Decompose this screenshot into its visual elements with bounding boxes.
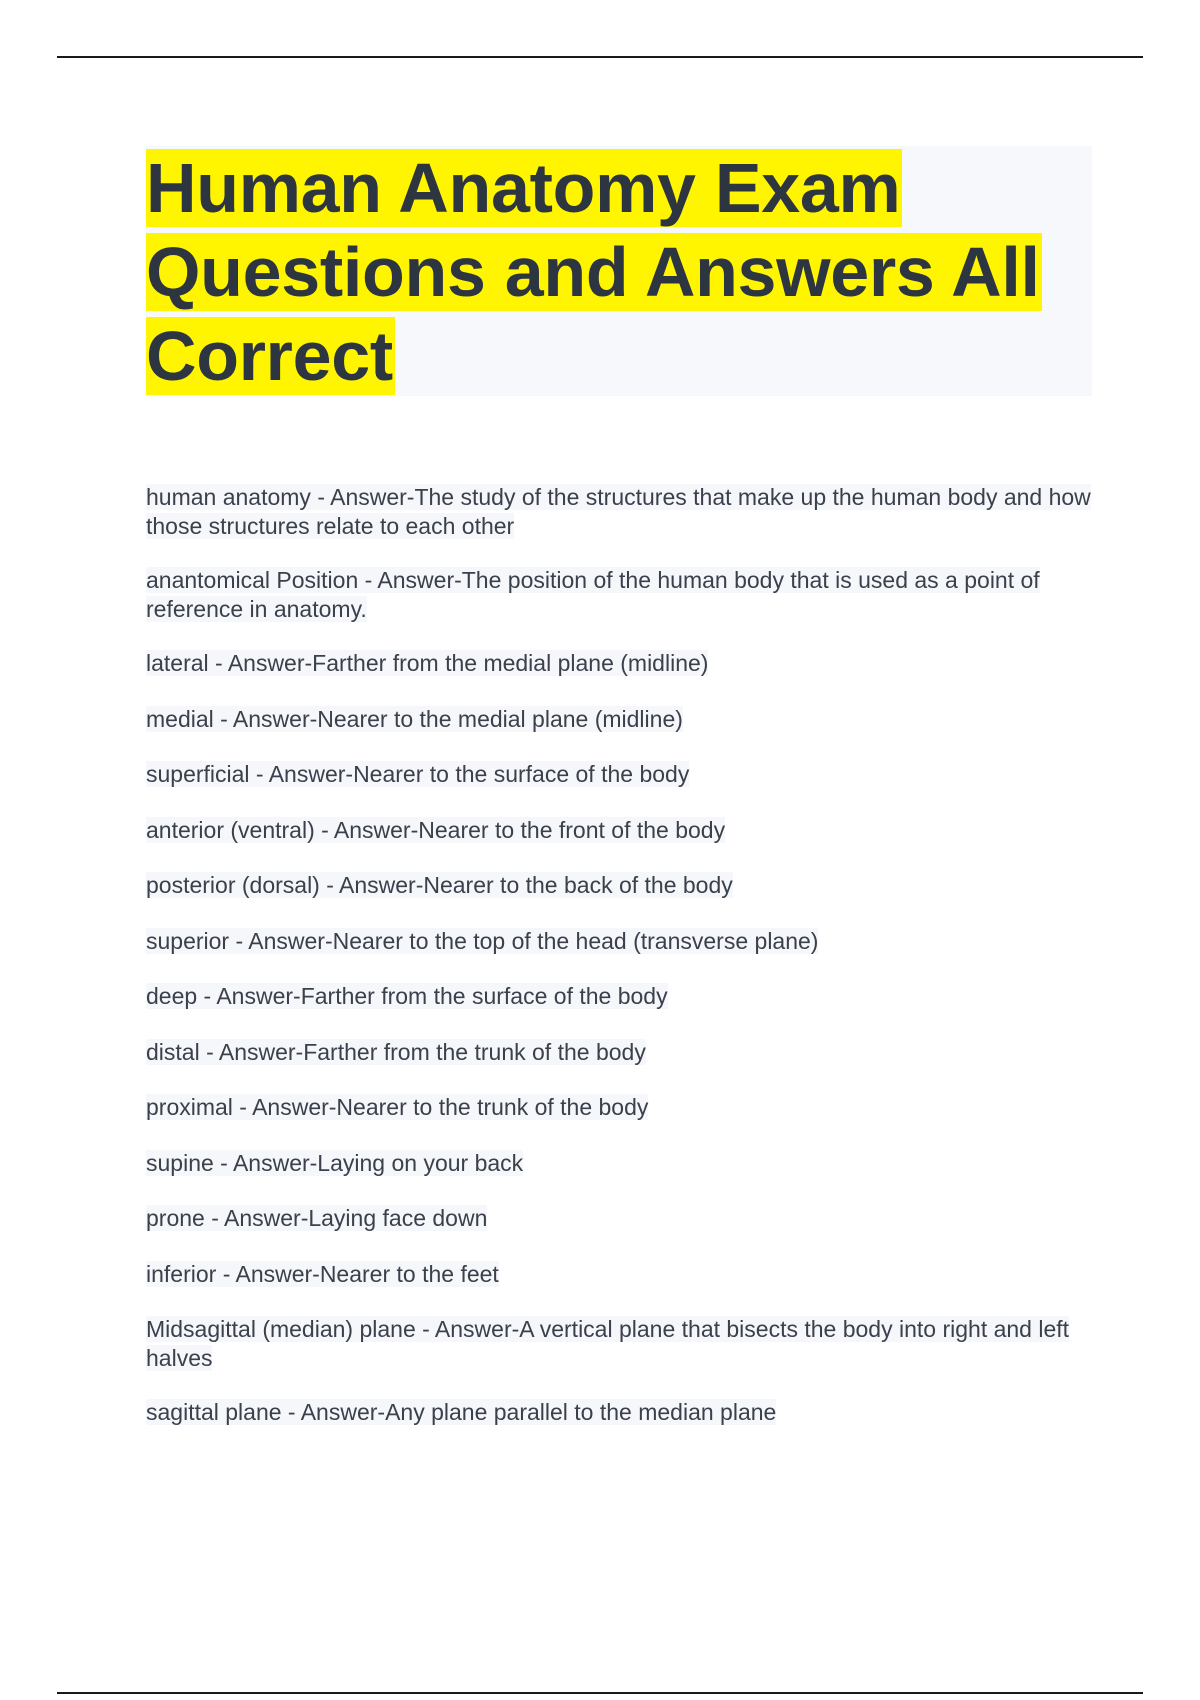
qa-entry xyxy=(146,566,1096,623)
qa-entry-text: anantomical Position - Answer-The position of the human body that is used as a point of reference in anatomy. xyxy=(146,567,1040,622)
qa-entry xyxy=(146,1149,1096,1178)
qa-entry-text: sagittal plane - Answer-Any plane parallel to the median plane xyxy=(146,1399,777,1425)
qa-entry xyxy=(146,1315,1096,1372)
qa-entry xyxy=(146,1038,1096,1067)
qa-entry-text: human anatomy - Answer-The study of the structures that make up the human body and how those structures relate to each other xyxy=(146,484,1091,539)
qa-entry xyxy=(146,871,1096,900)
qa-entry-text: superficial - Answer-Nearer to the surface of the body xyxy=(146,761,690,787)
qa-list xyxy=(146,483,1096,1454)
qa-entry-text: distal - Answer-Farther from the trunk of the body xyxy=(146,1038,646,1065)
top-rule xyxy=(57,56,1143,58)
qa-entry-text: Midsagittal (median) plane - Answer-A vertical plane that bisects the body into right and left halves xyxy=(146,1316,1070,1371)
qa-entry xyxy=(146,927,1096,956)
qa-entry xyxy=(146,1260,1096,1289)
qa-entry-text: proximal - Answer-Nearer to the trunk of the body xyxy=(146,1094,649,1120)
qa-entry-text: lateral - Answer-Farther from the medial plane (midline) xyxy=(146,650,709,676)
qa-entry xyxy=(146,1204,1096,1233)
bottom-rule xyxy=(57,1692,1143,1694)
qa-entry-text: inferior - Answer-Nearer to the feet xyxy=(146,1260,499,1287)
qa-entry xyxy=(146,1093,1096,1122)
qa-entry xyxy=(146,1398,1096,1427)
qa-entry-text: anterior (ventral) - Answer-Nearer to the front of the body xyxy=(146,816,726,843)
page-title-text: Human Anatomy Exam Questions and Answers All Correct xyxy=(146,149,1040,395)
qa-entry-text: deep - Answer-Farther from the surface of the body xyxy=(146,983,668,1009)
qa-entry xyxy=(146,483,1096,540)
qa-entry xyxy=(146,760,1096,789)
qa-entry-text: supine - Answer-Laying on your back xyxy=(146,1149,524,1176)
qa-entry-text: posterior (dorsal) - Answer-Nearer to the back of the body xyxy=(146,872,733,898)
title-block xyxy=(146,146,1092,396)
qa-entry xyxy=(146,649,1096,678)
qa-entry xyxy=(146,982,1096,1011)
qa-entry xyxy=(146,816,1096,845)
qa-entry-text: medial - Answer-Nearer to the medial plane (midline) xyxy=(146,705,683,732)
qa-entry-text: prone - Answer-Laying face down xyxy=(146,1205,488,1231)
page-title xyxy=(146,146,1092,398)
qa-entry-text: superior - Answer-Nearer to the top of the head (transverse plane) xyxy=(146,927,819,954)
qa-entry xyxy=(146,705,1096,734)
